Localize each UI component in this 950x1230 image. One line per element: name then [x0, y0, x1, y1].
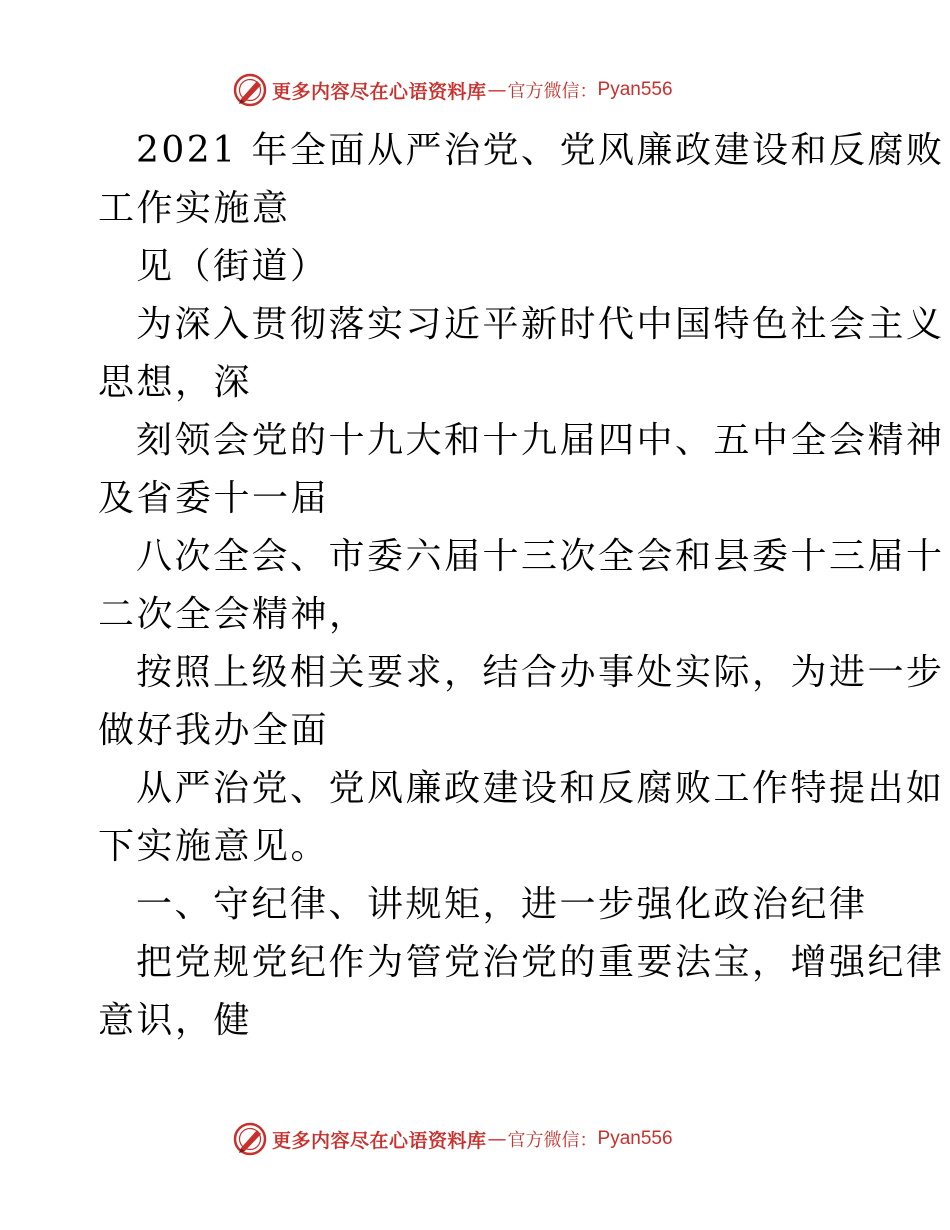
- watermark-text: 更多内容尽在心语资料库: [272, 80, 487, 103]
- paragraph-line: 刻领会党的十九大和十九届四中、五中全会精神: [136, 420, 945, 461]
- section-heading: 一、守纪律、讲规矩，进一步强化政治纪律: [136, 884, 868, 925]
- paragraph-line: 思想，深: [98, 362, 253, 403]
- document-title-line: 工作实施意: [98, 188, 291, 229]
- paragraph-line: 下实施意见。: [98, 826, 330, 867]
- pen-circle-logo-icon: [232, 1121, 268, 1157]
- watermark-text: 更多内容尽在心语资料库: [272, 1129, 487, 1152]
- paragraph-line: 从严治党、党风廉政建设和反腐败工作特提出如: [136, 768, 945, 809]
- watermark-banner-top: [232, 72, 673, 108]
- document-title-line: 2021 年全面从严治党、党风廉政建设和反腐败: [136, 130, 945, 171]
- watermark-wechat-label: 官方微信：: [507, 81, 598, 102]
- pen-circle-logo-icon: [232, 72, 268, 108]
- watermark-dash: —: [487, 79, 507, 101]
- watermark-wechat-id: Pyan556: [597, 79, 673, 100]
- watermark-wechat-id: Pyan556: [597, 1128, 673, 1149]
- watermark-dash: —: [487, 1128, 507, 1150]
- paragraph-line: 意识，健: [98, 1000, 253, 1041]
- paragraph-line: 八次全会、市委六届十三次全会和县委十三届十: [136, 536, 945, 577]
- paragraph-line: 做好我办全面: [98, 710, 330, 751]
- document-body: [98, 122, 945, 1050]
- watermark-wechat-label: 官方微信：: [507, 1130, 598, 1151]
- watermark-banner-bottom: [232, 1121, 673, 1157]
- paragraph-line: 及省委十一届: [98, 478, 330, 519]
- paragraph-line: 按照上级相关要求，结合办事处实际，为进一步: [136, 652, 945, 693]
- paragraph-line: 把党规党纪作为管党治党的重要法宝，增强纪律: [136, 942, 945, 983]
- paragraph-line: 二次全会精神，: [98, 594, 368, 635]
- document-title-line: 见（街道）: [136, 246, 329, 287]
- paragraph-line: 为深入贯彻落实习近平新时代中国特色社会主义: [136, 304, 945, 345]
